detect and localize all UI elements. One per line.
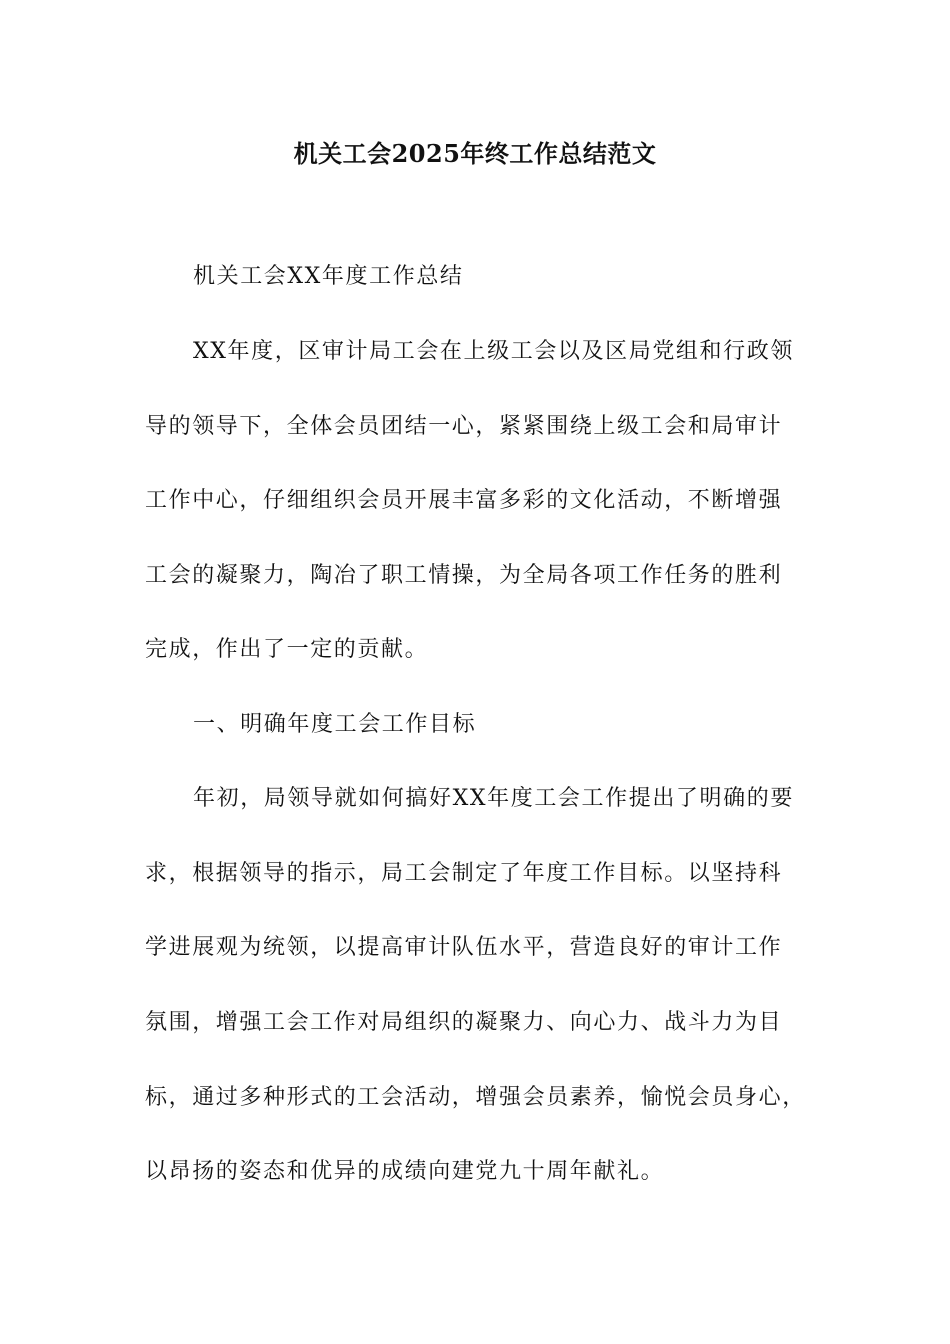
- section-heading: 机关工会XX年度工作总结: [193, 264, 464, 289]
- paragraph-line: 年初，局领导就如何搞好XX年度工会工作提出了明确的要: [193, 786, 794, 811]
- document-title: 机关工会2025年终工作总结范文: [293, 139, 657, 168]
- paragraph-line: 工会的凝聚力，陶冶了职工情操，为全局各项工作任务的胜利: [145, 563, 783, 588]
- paragraph-line: 完成，作出了一定的贡献。: [145, 637, 429, 662]
- paragraph-line: 导的领导下，全体会员团结一心，紧紧围绕上级工会和局审计: [145, 414, 783, 439]
- paragraph-line: 氛围，增强工会工作对局组织的凝聚力、向心力、战斗力为目: [145, 1010, 783, 1035]
- paragraph-line: XX年度，区审计局工会在上级工会以及区局党组和行政领: [193, 339, 794, 364]
- paragraph-line: 以昂扬的姿态和优异的成绩向建党九十周年献礼。: [145, 1159, 665, 1184]
- paragraph-line: 工作中心，仔细组织会员开展丰富多彩的文化活动，不断增强: [145, 488, 783, 513]
- paragraph-line: 学进展观为统领，以提高审计队伍水平，营造良好的审计工作: [145, 935, 783, 960]
- section-heading: 一、明确年度工会工作目标: [193, 712, 477, 737]
- paragraph-line: 求，根据领导的指示，局工会制定了年度工作目标。以坚持科: [145, 861, 783, 886]
- paragraph-line: 标，通过多种形式的工会活动，增强会员素养，愉悦会员身心，: [145, 1085, 806, 1110]
